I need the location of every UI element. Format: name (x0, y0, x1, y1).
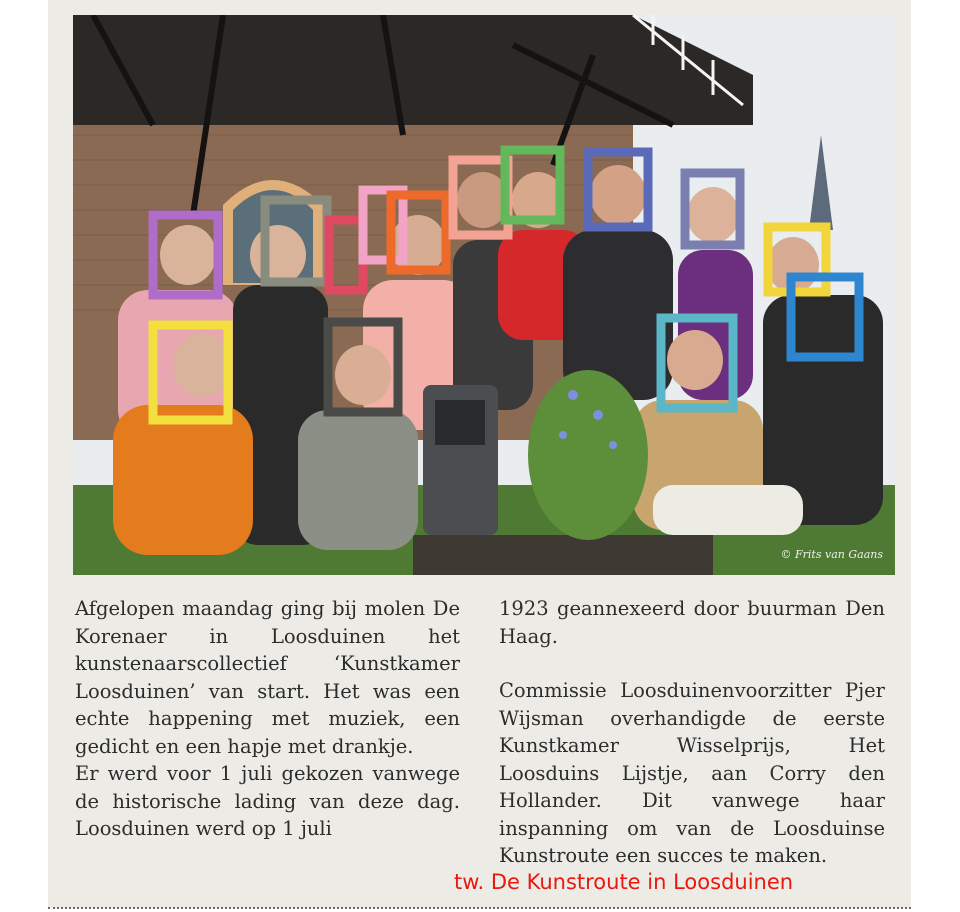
article-paragraph: Afgelopen maandag ging bij molen De Korenaer in Loosduinen het kunstenaarscollectief ‘Kunstkamer Loosduinen’ van start. Het was een echte happening met muziek, een gedicht en een hapje met drankje. (75, 597, 460, 758)
article-paragraph: Commissie Loosduinenvoorzitter Pjer Wijsman overhandigde de eerste Kunstkamer Wisselprijs, Het Loosduins Lijstje, aan Corry den Hollander. Dit vanwege haar inspanning om van de Loosduinse Kunstroute een succes te maken. (499, 679, 885, 867)
article-column-left (75, 595, 460, 843)
dotted-border (48, 907, 911, 909)
article-column-right (499, 595, 885, 870)
source-annotation: tw. De Kunstroute in Loosduinen (454, 870, 794, 894)
photo-credit: © Frits van Gaans (780, 548, 883, 561)
article-paragraph: 1923 geannexeerd door buurman Den Haag. (499, 597, 885, 648)
group-photo (73, 15, 895, 575)
photo-illustration (73, 15, 895, 575)
article-paragraph: Er werd voor 1 juli gekozen vanwege de historische lading van deze dag. Loosduinen werd op 1 juli (75, 762, 460, 840)
